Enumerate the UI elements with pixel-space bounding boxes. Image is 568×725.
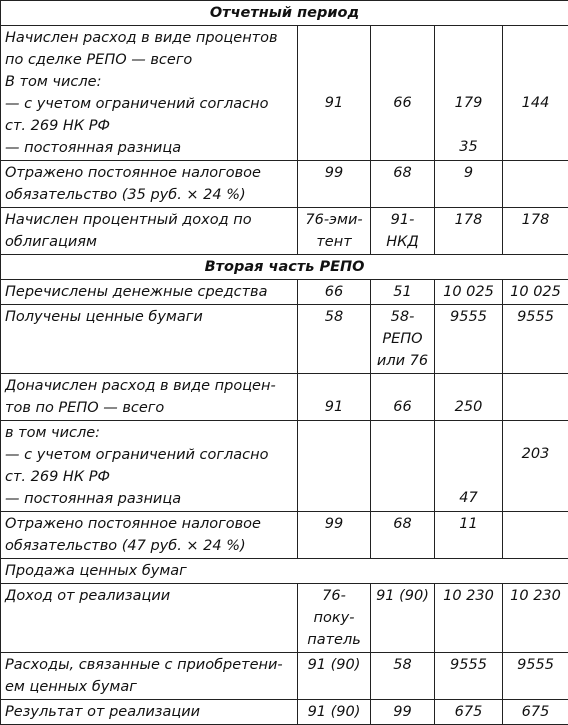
credit-account: 99 xyxy=(371,700,435,725)
tax-amount: 10 230 xyxy=(503,584,568,653)
operation-description xyxy=(1,421,298,512)
debit-account xyxy=(298,584,371,653)
operation-description: Получены ценные бумаги xyxy=(1,305,298,374)
table-row xyxy=(1,374,568,421)
section-header-reporting-period: Отчетный период xyxy=(1,1,568,26)
amount: 47 xyxy=(435,421,503,512)
credit-text: 58- РЕПО или 76 xyxy=(375,306,430,372)
table-row xyxy=(1,421,568,512)
table-row xyxy=(1,700,568,725)
operation-description xyxy=(1,26,298,161)
operation-description xyxy=(1,512,298,559)
debit-account xyxy=(298,26,371,161)
debit-account: 91 xyxy=(298,374,371,421)
description-text: Отражено постоянное налоговое обязательство (35 руб. × 24 %) xyxy=(5,162,293,206)
credit-account xyxy=(371,421,435,512)
debit-text: 91 xyxy=(302,92,366,114)
tax-amount: 9555 xyxy=(503,653,568,700)
credit-account xyxy=(371,305,435,374)
credit-account: 68 xyxy=(371,512,435,559)
debit-account: 99 xyxy=(298,161,371,208)
operation-description: Результат от реализации xyxy=(1,700,298,725)
tax-amount: 10 025 xyxy=(503,280,568,305)
table-row xyxy=(1,208,568,255)
amount: 9555 xyxy=(435,305,503,374)
debit-account: 66 xyxy=(298,280,371,305)
debit-account xyxy=(298,208,371,255)
description-text: Начислен процентный доход по облигациям xyxy=(5,209,293,253)
tax-amount xyxy=(503,512,568,559)
debit-text: 76-поку- патель xyxy=(302,585,366,651)
tax-amount xyxy=(503,374,568,421)
section-header-securities-sale: Продажа ценных бумаг xyxy=(1,559,568,584)
table-row xyxy=(1,161,568,208)
amount: 10 230 xyxy=(435,584,503,653)
operation-description xyxy=(1,653,298,700)
amount: 9555 xyxy=(435,653,503,700)
table-row xyxy=(1,280,568,305)
debit-account: 99 xyxy=(298,512,371,559)
credit-account: 68 xyxy=(371,161,435,208)
description-text: Отражено постоянное налоговое обязательство (47 руб. × 24 %) xyxy=(5,513,293,557)
description-text: Начислен расход в виде процентов по сделке РЕПО — всего В том числе: — с учетом ограничений согласно ст. 269 НК РФ — постоянная разница xyxy=(5,27,293,159)
tax-amount: 675 xyxy=(503,700,568,725)
debit-account xyxy=(298,421,371,512)
credit-account: 91 (90) xyxy=(371,584,435,653)
credit-account: 51 xyxy=(371,280,435,305)
amount: 250 xyxy=(435,374,503,421)
debit-account: 91 (90) xyxy=(298,700,371,725)
amount: 178 xyxy=(435,208,503,255)
operation-description: Перечислены денежные средства xyxy=(1,280,298,305)
debit-account: 91 (90) xyxy=(298,653,371,700)
amount xyxy=(435,26,503,161)
credit-text: 66 xyxy=(375,92,430,114)
section-header-row xyxy=(1,255,568,280)
table-row xyxy=(1,305,568,374)
description-text: Доначислен расход в виде процен- тов по РЕПО — всего xyxy=(5,375,293,419)
description-text: в том числе: — с учетом ограничений согласно ст. 269 НК РФ — постоянная разница xyxy=(5,422,293,510)
tax-amount: 203 xyxy=(503,421,568,512)
debit-account: 58 xyxy=(298,305,371,374)
tax-amount: 178 xyxy=(503,208,568,255)
tax-amount xyxy=(503,26,568,161)
section-header-row xyxy=(1,559,568,584)
amount: 9 xyxy=(435,161,503,208)
table-row xyxy=(1,653,568,700)
description-text: Расходы, связанные с приобретени- ем ценных бумаг xyxy=(5,654,293,698)
credit-account: 66 xyxy=(371,374,435,421)
operation-description: Доход от реализации xyxy=(1,584,298,653)
table-row xyxy=(1,584,568,653)
tax-amount xyxy=(503,161,568,208)
tax-text: 144 xyxy=(507,92,564,114)
section-header-repo-second-part: Вторая часть РЕПО xyxy=(1,255,568,280)
table-row xyxy=(1,26,568,161)
section-header-row xyxy=(1,1,568,26)
operation-description xyxy=(1,208,298,255)
credit-account: 58 xyxy=(371,653,435,700)
amount-text: 179 35 xyxy=(439,92,498,158)
amount: 11 xyxy=(435,512,503,559)
debit-text: 76-эми- тент xyxy=(302,209,366,253)
tax-amount: 9555 xyxy=(503,305,568,374)
operation-description xyxy=(1,161,298,208)
credit-account xyxy=(371,26,435,161)
operation-description xyxy=(1,374,298,421)
amount: 10 025 xyxy=(435,280,503,305)
table-row xyxy=(1,512,568,559)
credit-account: 91-НКД xyxy=(371,208,435,255)
amount: 675 xyxy=(435,700,503,725)
